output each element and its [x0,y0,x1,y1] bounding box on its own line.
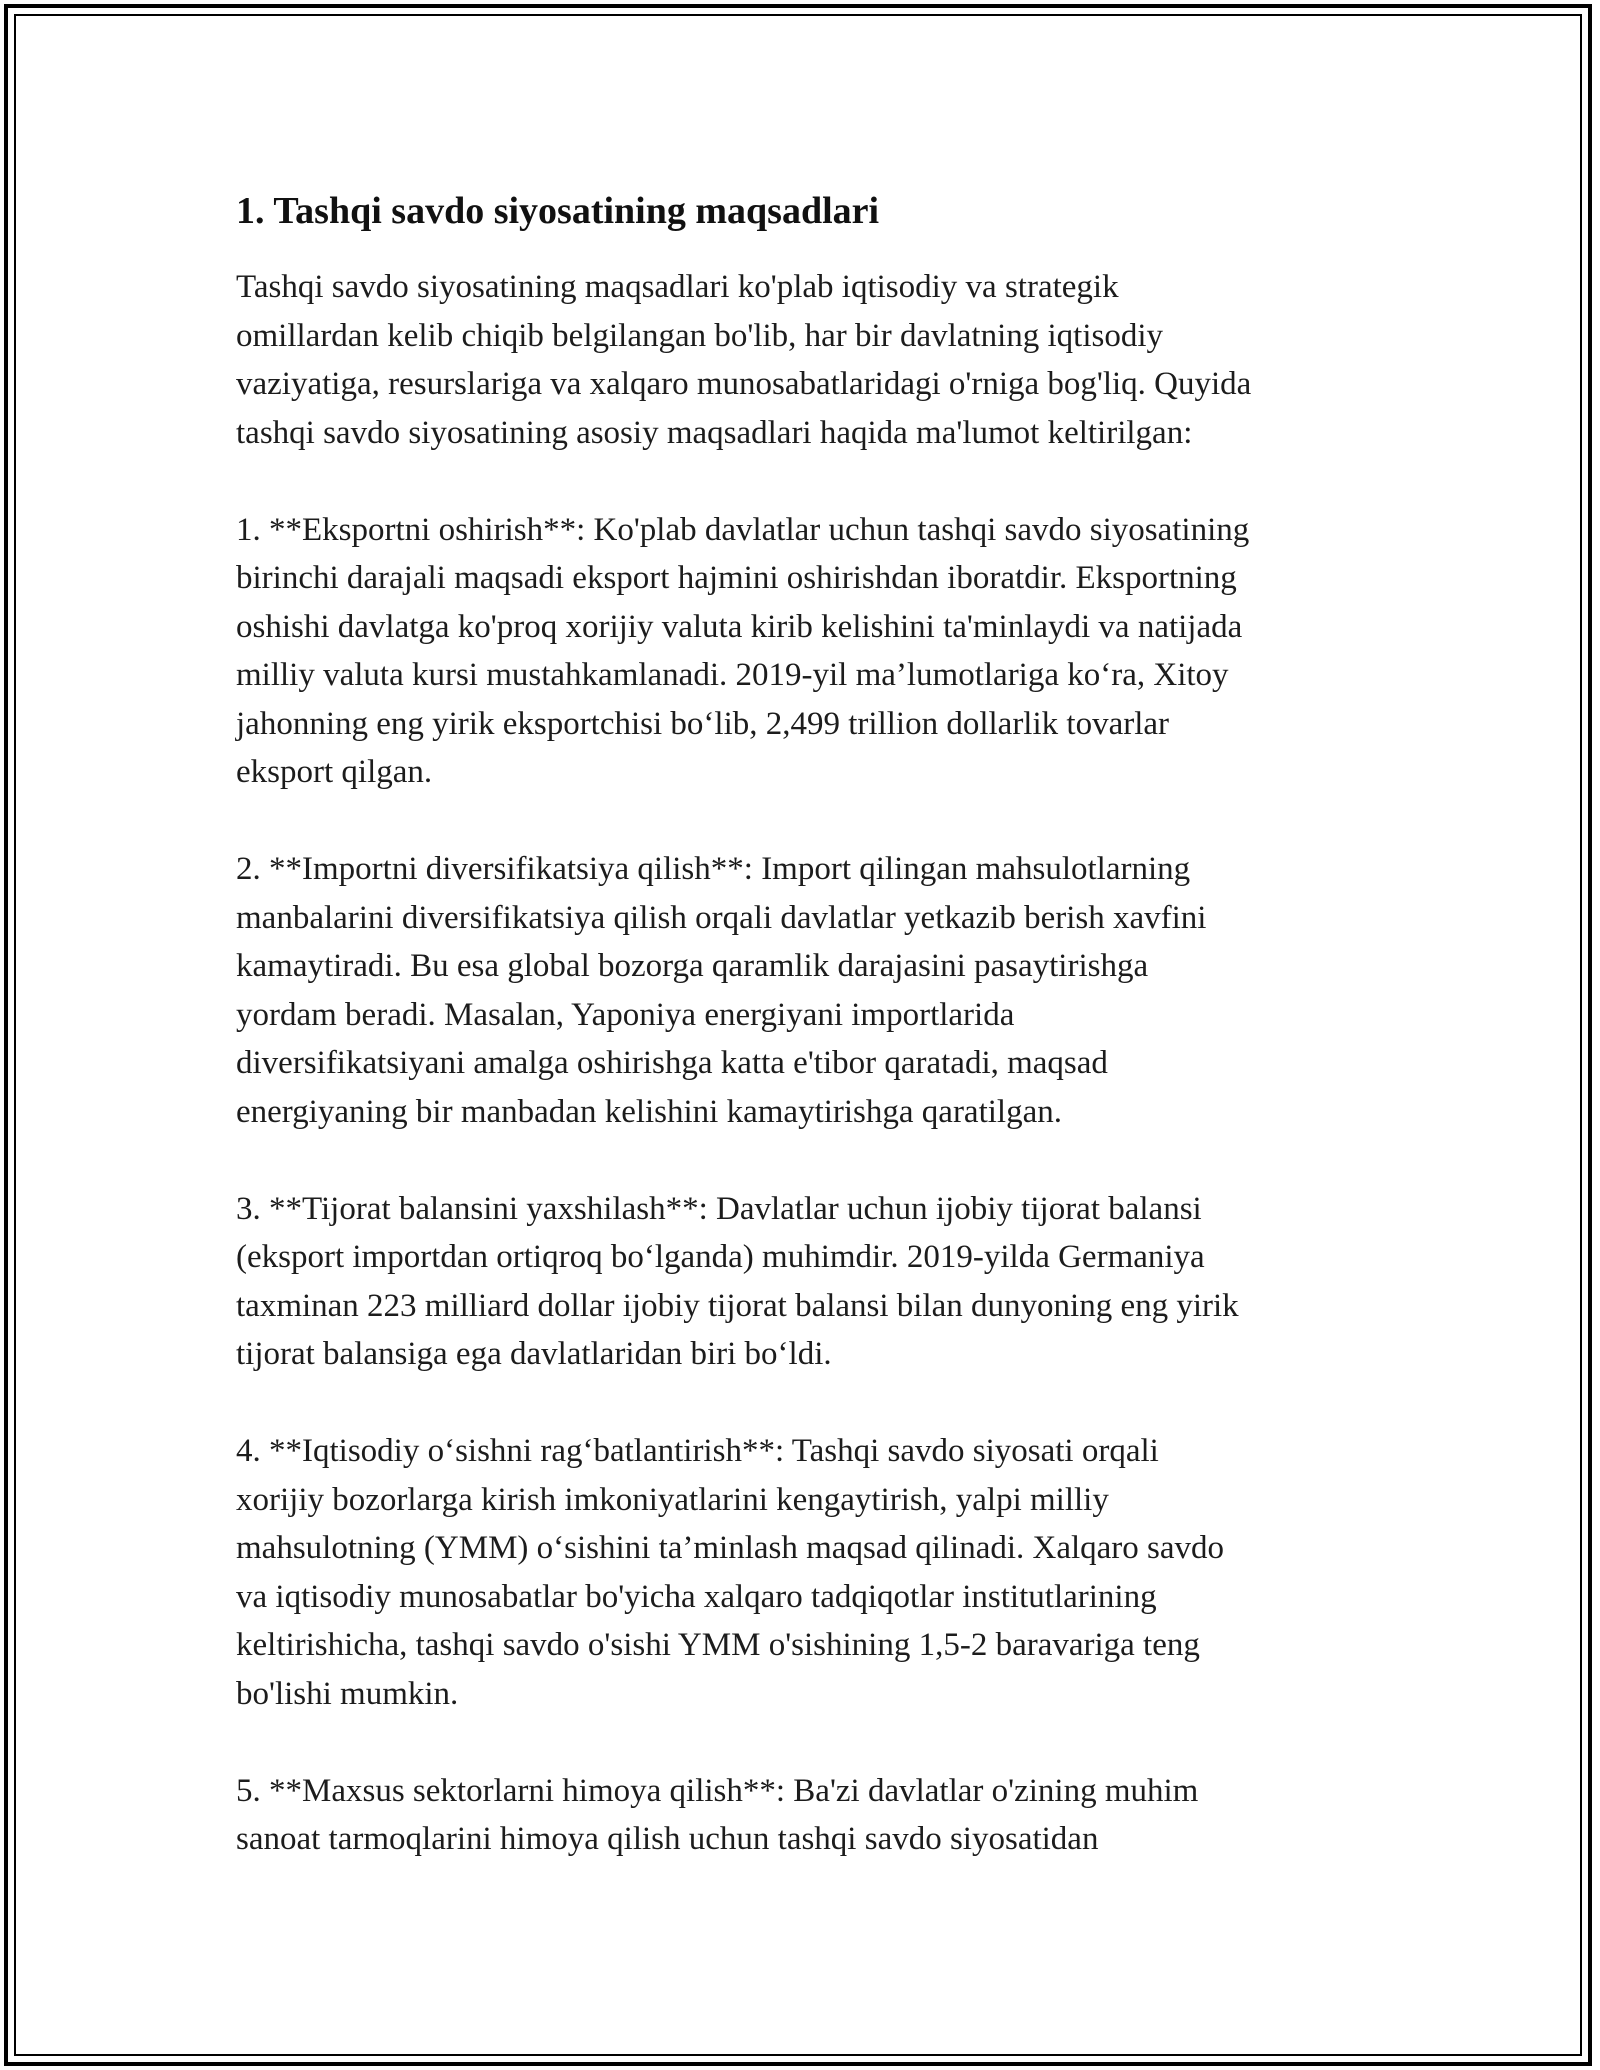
list-item-import: 2. **Importni diversifikatsiya qilish**: Import qilingan mahsulotlarning manbalarini diversifikatsiya qilish orqali davlatlar yetkazib berish xavfini kamaytiradi. Bu esa global bozorga qaramlik darajasini pasaytirishga yordam beradi. Masalan, Yaponiya energiyani importlarida diversifikatsiyani amalga oshirishga katta e'tibor qaratadi, maqsad energiyaning bir manbadan kelishini kamaytirishga qaratilgan. [236,851,1207,1130]
list-item-trade-balance: 3. **Tijorat balansini yaxshilash**: Davlatlar uchun ijobiy tijorat balansi (eksport importdan ortiqroq bo‘lganda) muhimdir. 2019-yilda Germaniya taxminan 223 milliard dollar ijobiy tijorat balansi bilan dunyoning eng yirik tijorat balansiga ega davlatlaridan biri bo‘ldi. [236,1190,1239,1372]
list-item-growth: 4. **Iqtisodiy o‘sishni rag‘batlantirish**: Tashqi savdo siyosati orqali xorijiy bozorlarga kirish imkoniyatlarini kengaytirish, yalpi milliy mahsulotning (YMM) o‘sishini ta’minlash maqsad qilinadi. Xalqaro savdo va iqtisodiy munosabatlar bo'yicha xalqaro tadqiqotlar institutlarining keltirishicha, tashqi savdo o'sishi YMM o'sishining 1,5-2 baravariga teng bo'lishi mumkin. [236,1433,1225,1712]
intro-paragraph: Tashqi savdo siyosatining maqsadlari ko'plab iqtisodiy va strategik omillardan kelib chiqib belgilangan bo'lib, har bir davlatning iqtisodiy vaziyatiga, resurslariga va xalqaro munosabatlaridagi o'rniga bog'liq. Quyida tashqi savdo siyosatining asosiy maqsadlari haqida ma'lumot keltirilgan: [236,269,1252,451]
list-item-protection: 5. **Maxsus sektorlarni himoya qilish**: Ba'zi davlatlar o'zining muhim sanoat tarmoqlarini himoya qilish uchun tashqi savdo siyosatidan [236,1772,1199,1857]
list-item-export: 1. **Eksportni oshirish**: Ko'plab davlatlar uchun tashqi savdo siyosatining birinchi darajali maqsadi eksport hajmini oshirishdan iboratdir. Eksportning oshishi davlatga ko'proq xorijiy valuta kirib kelishini ta'minlaydi va natijada milliy valuta kursi mustahkamlanadi. 2019-yil ma’lumotlariga ko‘ra, Xitoy jahonning eng yirik eksportchisi bo‘lib, 2,499 trillion dollarlik tovarlar eksport qilgan. [236,511,1250,790]
document-body [236,185,1386,1864]
section-heading: 1. Tashqi savdo siyosatining maqsadlari [236,190,880,232]
